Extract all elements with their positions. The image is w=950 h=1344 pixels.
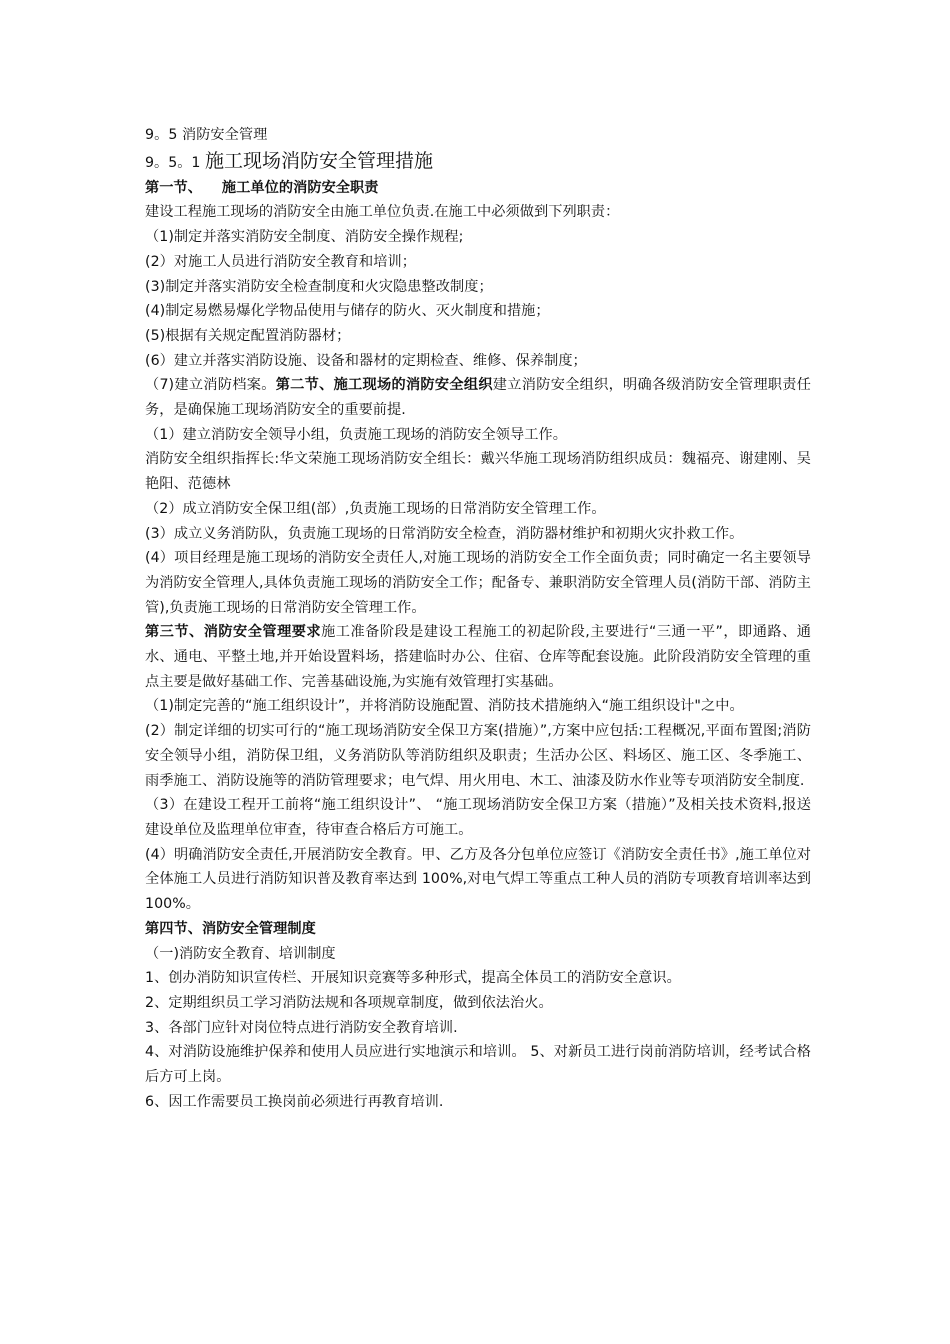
document-page: [145, 123, 811, 1114]
requirement-item: （3）在建设工程开工前将“施工组织设计”、 “施工现场消防安全保卫方案（措施）”及相关技术资料,报送建设单位及监理单位审查，待审查合格后方可施工。: [145, 797, 811, 838]
duty-item: (4)制定易燃易爆化学物品使用与储存的防火、灭火制度和措施；: [145, 303, 550, 320]
requirement-item: (2）制定详细的切实可行的“施工现场消防安全保卫方案(措施）”,方案中应包括:工程概况,平面布置图;消防安全领导小组，消防保卫组，义务消防队等消防组织及职责；生活办公区、料场区、施工区、冬季施工、雨季施工、消防设施等的消防管理要求；电气焊、用火用电、木工、油漆及防水作业等专项消防安全制度.: [145, 723, 811, 789]
subsection-number: 9。5。1: [145, 154, 205, 171]
training-item: 2、定期组织员工学习消防法规和各项规章制度，做到依法治火。: [145, 994, 553, 1011]
org-item: (4）项目经理是施工现场的消防安全责任人,对施工现场的消防安全工作全面负责；同时确定一名主要领导为消防安全管理人,具体负责施工现场的消防安全工作；配备专、兼职消防安全管理人员(消防干部、消防主管),负责施工现场的日常消防安全管理工作。: [145, 550, 811, 616]
org-item: （1）建立消防安全领导小组，负责施工现场的消防安全领导工作。: [145, 426, 567, 443]
duty-item: (6）建立并落实消防设施、设备和器材的定期检查、维修、保养制度；: [145, 352, 587, 369]
part1-title: [145, 176, 811, 201]
part2-title: 第二节、施工现场的消防安全组织: [275, 377, 493, 394]
section-heading: 9。5 消防安全管理: [145, 127, 268, 143]
requirement-item: （1)制定完善的“施工组织设计”，并将消防设施配置、消防技术措施纳入“施工组织设计"之中。: [145, 698, 744, 715]
part2-intro: 建立消防安全组织，明确各级消防安全管理职责任务，是确保施工现场消防安全的重要前提.: [145, 377, 811, 419]
org-item: （2）成立消防安全保卫组(部）,负责施工现场的日常消防安全管理工作。: [145, 500, 606, 517]
part3-intro: 施工准备阶段是建设工程施工的初起阶段,主要进行“三通一平”，即通路、通水、通电、平整土地,并开始设置料场，搭建临时办公、住宿、仓库等配套设施。此阶段消防安全管理的重点主要是做好基础工作、完善基础设施,为实施有效管理打实基础。: [145, 624, 811, 690]
duty-item: (3)制定并落实消防安全检查制度和火灾隐患整改制度；: [145, 278, 493, 295]
training-item: 3、各部门应针对岗位特点进行消防安全教育培训.: [145, 1019, 458, 1036]
subsection-title: 施工现场消防安全管理措施: [204, 149, 433, 172]
part4-subtitle: （一)消防安全教育、培训制度: [145, 945, 336, 962]
part1-intro: 建设工程施工现场的消防安全由施工单位负责.在施工中必须做到下列职责：: [145, 204, 620, 221]
training-item: 1、创办消防知识宣传栏、开展知识竞赛等多种形式，提高全体员工的消防安全意识。: [145, 970, 681, 987]
duty-item: (2）对施工人员进行消防安全教育和培训；: [145, 253, 416, 270]
part3-title: 第三节、消防安全管理要求: [145, 624, 322, 641]
training-item: 6、因工作需要员工换岗前必须进行再教育培训.: [145, 1093, 444, 1110]
org-item: (3）成立义务消防队，负责施工现场的日常消防安全检查，消防器材维护和初期火灾扑救工作。: [145, 525, 744, 542]
part1-title-text: 第一节、 施工单位的消防安全职责: [145, 179, 379, 196]
subsection-heading: [145, 148, 811, 176]
part2-paragraph: [145, 373, 811, 422]
part4-title: [145, 917, 811, 942]
requirement-item: (4）明确消防安全责任,开展消防安全教育。甲、乙方及各分包单位应签订《消防安全责任书》,施工单位对全体施工人员进行消防知识普及教育率达到 100%,对电气焊工等重点工种人员的消防专项教育培训率达到100%。: [145, 846, 811, 913]
duty-item: （1)制定并落实消防安全制度、消防安全操作规程;: [145, 229, 464, 246]
part3-paragraph: [145, 620, 811, 694]
duty-item: (5)根据有关规定配置消防器材；: [145, 327, 351, 344]
org-members: 消防安全组织指挥长:华文荣施工现场消防安全组长：戴兴华施工现场消防组织成员：魏福亮、谢建刚、吴艳阳、范德林: [145, 451, 811, 493]
training-item: 4、对消防设施维护保养和使用人员应进行实地演示和培训。 5、对新员工进行岗前消防培训，经考试合格后方可上岗。: [145, 1044, 811, 1086]
part4-title-text: 第四节、消防安全管理制度: [145, 920, 316, 937]
duty-item: （7)建立消防档案。: [145, 377, 276, 394]
